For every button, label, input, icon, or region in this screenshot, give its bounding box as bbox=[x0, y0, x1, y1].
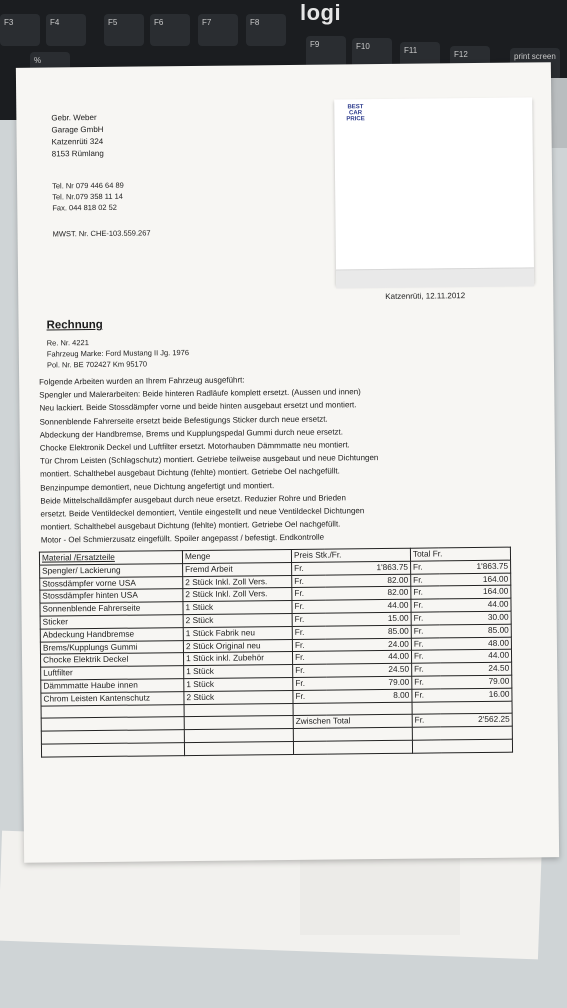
vat-number: MWST. Nr. CHE-103.559.267 bbox=[52, 228, 151, 239]
table-row: Spengler/ Lackierung Fremd Arbeit Fr. 1'863.75 Fr. 1'863.75 bbox=[40, 560, 511, 578]
key-f3: F3 bbox=[0, 14, 40, 46]
table-row: Brems/Kupplungs Gummi 2 Stück Original neu Fr. 24.00 Fr. 48.00 bbox=[40, 637, 511, 655]
description-line: montiert. Schalthebel ausgebaut Dichtung (fehlte) montiert. Getriebe Oel nachgefüllt. bbox=[40, 519, 341, 532]
description-line: Folgende Arbeiten wurden an Ihrem Fahrzeug ausgeführt: bbox=[39, 375, 245, 387]
key-f5: F5 bbox=[104, 14, 144, 46]
subtotal-currency: Fr. bbox=[412, 714, 440, 727]
subtotal-label: Zwischen Total bbox=[293, 715, 412, 729]
description-line: montiert. Schalthebel ausgebaut Dichtung (fehlte) montiert. Getriebe Oel nachgefüllt. bbox=[40, 466, 340, 480]
header-unit-price: Preis Stk./Fr. bbox=[291, 548, 410, 562]
header-quantity: Menge bbox=[182, 549, 291, 563]
key-f6: F6 bbox=[150, 14, 190, 46]
key-f11: F11 bbox=[400, 42, 440, 74]
description-line: Neu lackiert. Beide Stossdämpfer vorne und beide hinten ausgebaut ersetzt und montiert. bbox=[39, 400, 357, 414]
table-row: Sticker 2 Stück Fr. 15.00 Fr. 30.00 bbox=[40, 611, 511, 629]
meta-line: Re. Nr. 4221 bbox=[46, 338, 89, 348]
header-total: Total Fr. bbox=[410, 547, 510, 561]
description-line: Beide Mittelschalldämpfer ausgebaut durch neue ersetzt. Reduzier Rohre und Brieden bbox=[40, 493, 346, 506]
key-print-screen: print screen bbox=[510, 48, 560, 80]
place-date: Katzenrüti, 12.11.2012 bbox=[385, 291, 466, 301]
company-line: Katzenrüti 324 bbox=[51, 136, 104, 147]
description-line: Benzinpumpe demontiert, neue Dichtung angefertigt und montiert. bbox=[40, 480, 275, 493]
meta-line: Pol. Nr. BE 702427 Km 95170 bbox=[46, 359, 148, 370]
header-material: Material /Ersatzteile bbox=[39, 551, 182, 565]
description-line: Abdeckung der Handbremse, Brems und Kupplungspedal Gummi durch neue ersetzt. bbox=[39, 427, 344, 440]
table-row: Stossdämpfer hinten USA 2 Stück Inkl. Zoll Vers. Fr. 82.00 Fr. 164.00 bbox=[40, 586, 511, 604]
meta-line: Fahrzeug Marke: Ford Mustang II Jg. 1976 bbox=[46, 348, 190, 359]
description-line: ersetzt. Beide Ventildeckel demontiert, Ventile eingestellt und neue Ventildeckel Dichtungen bbox=[40, 506, 365, 519]
sticky-note-pad bbox=[334, 97, 534, 284]
description-line: Chocke Elektronik Deckel und Luftfilter ersetzt. Motorhauben Dämmmatte neu montiert. bbox=[39, 440, 350, 453]
table-row: Chocke Elektrik Deckel 1 Stück inkl. Zubehör Fr. 44.00 Fr. 44.00 bbox=[40, 650, 511, 668]
key-f7: F7 bbox=[198, 14, 238, 46]
table-row: Luftfilter 1 Stück Fr. 24.50 Fr. 24.50 bbox=[41, 662, 512, 680]
company-address bbox=[51, 112, 104, 161]
table-row: Sonnenblende Fahrerseite 1 Stück Fr. 44.00 Fr. 44.00 bbox=[40, 598, 511, 616]
contact-line: Fax. 044 818 02 52 bbox=[52, 202, 118, 213]
contact-line: Tel. Nr.079 358 11 14 bbox=[52, 191, 123, 202]
keyboard-brand-logo: logi bbox=[300, 0, 342, 25]
invoice-table bbox=[39, 547, 513, 758]
invoice-meta bbox=[47, 336, 189, 370]
company-line: 8153 Rümlang bbox=[51, 148, 104, 159]
description-line: Spengler und Malerarbeiten: Beide hinteren Radläufe komplett ersetzt. (Aussen und innen) bbox=[39, 387, 361, 400]
work-description bbox=[39, 372, 379, 547]
company-line: Gebr. Weber bbox=[51, 112, 97, 123]
company-line: Garage GmbH bbox=[51, 124, 104, 135]
contact-line: Tel. Nr 079 446 64 89 bbox=[52, 180, 124, 191]
sticky-note-edge bbox=[336, 267, 534, 288]
key-f8: F8 bbox=[246, 14, 286, 46]
company-contacts bbox=[52, 180, 124, 214]
description-line: Sonnenblende Fahrerseite ersetzt beide Befestigungs Sticker durch neue ersetzt. bbox=[39, 414, 328, 427]
invoice-paper bbox=[16, 62, 559, 863]
description-line: Motor - Oel Schmierzusatz eingefüllt. Spoiler angepasst / befestigt. Endkontrolle bbox=[40, 533, 325, 546]
best-car-price-logo: BEST CAR PRICE bbox=[346, 104, 365, 123]
key-percent: % bbox=[30, 52, 70, 84]
key-f12: F12 bbox=[450, 46, 490, 78]
table-row: Stossdämpfer vorne USA 2 Stück Inkl. Zoll Vers. Fr. 82.00 Fr. 164.00 bbox=[40, 573, 511, 591]
subtotal-value: 2'562.25 bbox=[440, 714, 512, 728]
key-f9: F9 bbox=[306, 36, 346, 68]
key-f10: F10 bbox=[352, 38, 392, 70]
table-row: Abdeckung Handbremse 1 Stück Fabrik neu Fr. 85.00 Fr. 85.00 bbox=[40, 624, 511, 642]
table-row: Dämmmatte Haube innen 1 Stück Fr. 79.00 Fr. 79.00 bbox=[41, 675, 512, 693]
description-line: Tür Chrom Leisten (Schlagschutz) montiert. Getriebe teilweise ausgebaut und neue Dichtungen bbox=[39, 453, 379, 466]
invoice-title: Rechnung bbox=[46, 318, 103, 332]
key-f4: F4 bbox=[46, 14, 86, 46]
table-row: Chrom Leisten Kantenschutz 2 Stück Fr. 8.00 Fr. 16.00 bbox=[41, 688, 512, 706]
